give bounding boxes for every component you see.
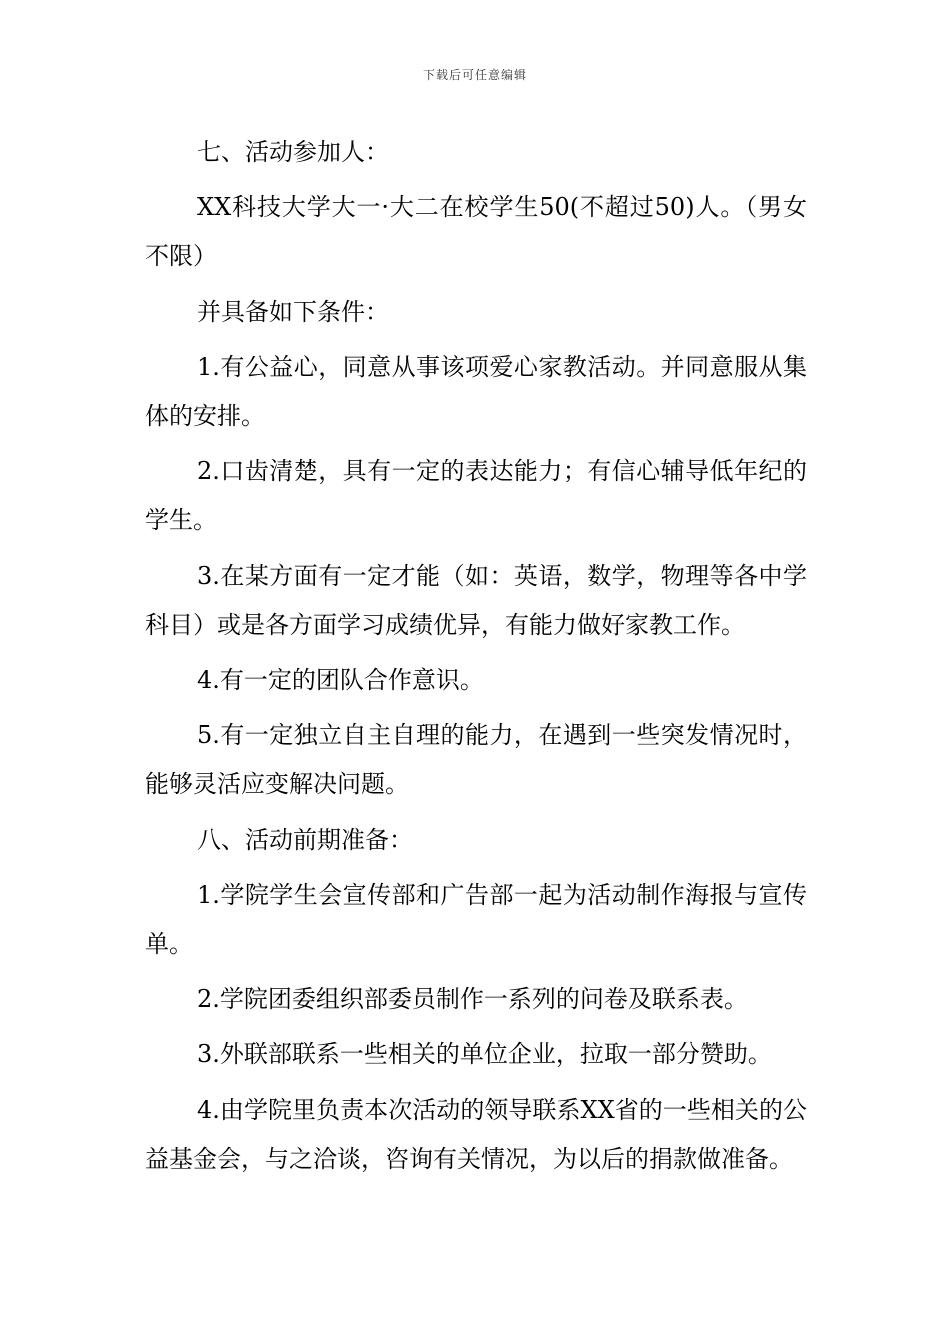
document-body <box>145 128 807 1190</box>
list-item-condition-2: 2.口齿清楚，具有一定的表达能力；有信心辅导低年纪的学生。 <box>145 457 807 535</box>
list-item-preparation-3: 3.外联部联系一些相关的单位企业，拉取一部分赞助。 <box>197 1040 772 1069</box>
list-item-condition-5: 5.有一定独立自主自理的能力，在遇到一些突发情况时，能够灵活应变解决问题。 <box>145 721 807 799</box>
list-item-preparation-1: 1.学院学生会宣传部和广告部一起为活动制作海报与宣传单。 <box>145 880 807 959</box>
section-heading-preparation: 八、活动前期准备： <box>197 825 413 854</box>
list-item-preparation-2: 2.学院团委组织部委员制作一系列的问卷及联系表。 <box>197 985 748 1014</box>
list-item-condition-1: 1.有公益心，同意从事该项爱心家教活动。并同意服从集体的安排。 <box>145 352 807 431</box>
paragraph-conditions-intro: 并具备如下条件： <box>197 297 389 326</box>
list-item-condition-4: 4.有一定的团队合作意识。 <box>197 666 484 695</box>
section-heading-participants: 七、活动参加人： <box>197 138 389 166</box>
list-item-condition-3: 3.在某方面有一定才能（如：英语，数学，物理等各中学科目）或是各方面学习成绩优异，有能力做好家教工作。 <box>145 561 807 639</box>
list-item-preparation-4: 4.由学院里负责本次活动的领导联系XX省的一些相关的公益基金会，与之洽谈，咨询有关情况，为以后的捐款做准备。 <box>145 1095 807 1173</box>
page-header-note: 下载后可任意编辑 <box>422 68 527 82</box>
paragraph-participant-scope: XX科技大学大一·大二在校学生50(不超过50)人。（男女不限） <box>145 193 807 271</box>
